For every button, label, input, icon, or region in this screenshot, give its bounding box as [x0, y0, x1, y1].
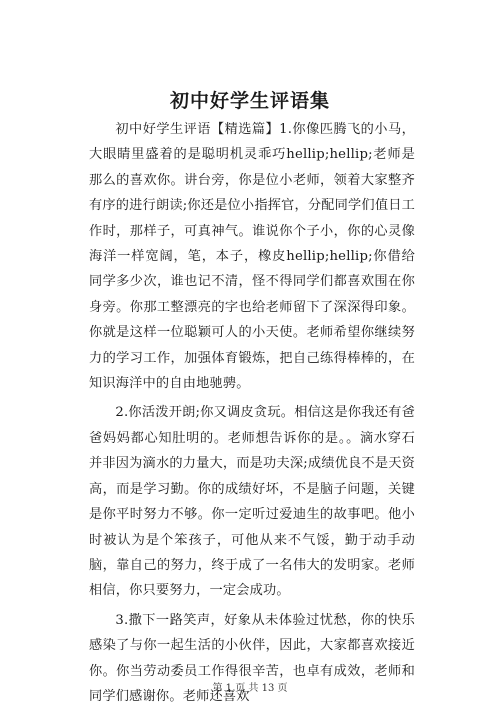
paragraph-1: 初中好学生评语【精选篇】1.你像匹腾飞的小马，大眼睛里盛着的是聪明机灵乖巧hellip;hellip;老师是那么的喜欢你。讲台旁，你是位小老师，领着大家整齐有序的进行朗读;你还是位小指挥官，分配同学们值日工作时，那样子，可真神气。谁说你个子小，你的心灵像海洋一样宽阔，笔，本子，橡皮hellip;hellip;你借给同学多少次，谁也记不清，怪不得同学们都喜欢围在你身旁。你那工整漂亮的字也给老师留下了深深得印象。你就是这样一位聪颖可人的小天使。老师希望你继续努力的学习工作，加强体育锻炼，把自己练得棒棒的，在知识海洋中的自由地驰骋。	[89, 122, 415, 392]
page-title: 初中好学生评语集	[169, 90, 330, 112]
paragraph-3: 3.撒下一路笑声，好象从未体验过忧愁，你的快乐感染了与你一起生活的小伙伴，因此，大家都喜欢接近你。你当劳动委员工作得很辛苦，也卓有成效，老师和同学们感谢你。老师还喜欢	[89, 612, 415, 704]
paragraph-2: 2.你活泼开朗;你又调皮贪玩。相信这是你我还有爸爸妈妈都心知肚明的。老师想告诉你的是。。滴水穿石并非因为滴水的力量大，而是功夫深;成绩优良不是天资高，而是学习勤。你的成绩好坏，不是脑子问题，关键是你平时努力不够。你一定听过爱迪生的故事吧。他小时被认为是个笨孩子，可他从来不气馁，勤于动手动脑，靠自己的努力，终于成了一名伟大的发明家。老师相信，你只要努力，一定会成功。	[89, 405, 415, 599]
page-number-footer: 第 1 页 共 13 页	[212, 683, 288, 694]
document-body	[89, 117, 415, 713]
